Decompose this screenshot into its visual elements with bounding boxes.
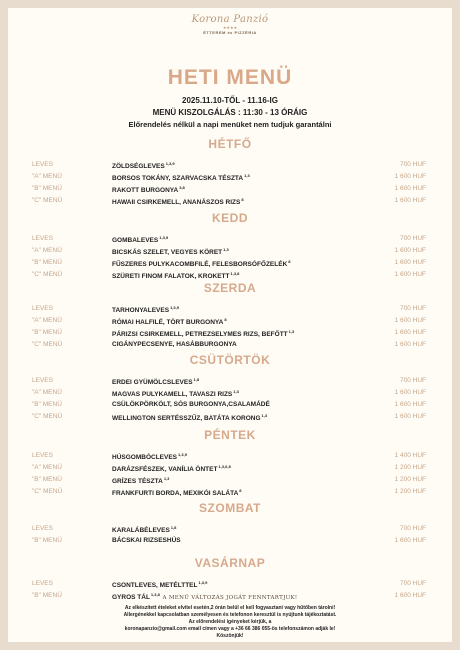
menu-dish — [112, 341, 237, 348]
menu-price: 1 600 HUF — [394, 317, 426, 324]
dish-name: RAKOTT BURGONYA — [112, 187, 179, 194]
menu-category: "B" MENÜ — [32, 592, 62, 599]
menu-price: 700 HUF — [399, 235, 426, 242]
allergen-codes: 3,8 — [179, 185, 185, 190]
menu-row — [8, 235, 452, 246]
menu-row — [8, 173, 452, 184]
menu-dish — [112, 452, 187, 461]
menu-dish — [112, 185, 185, 194]
menu-price: 1 600 HUF — [394, 592, 426, 599]
allergen-codes: 8 — [224, 317, 227, 322]
menu-price: 1 600 HUF — [394, 537, 426, 544]
menu-dish — [112, 377, 199, 386]
menu-dish — [112, 247, 229, 256]
menu-price: 1 200 HUF — [394, 476, 426, 483]
menu-dish — [112, 464, 231, 473]
footer-notes — [28, 605, 432, 640]
menu-price: 1 600 HUF — [394, 247, 426, 254]
menu-category: "C" MENÜ — [32, 271, 63, 278]
menu-price: 1 600 HUF — [394, 413, 426, 420]
page-title: HETI MENÜ — [167, 66, 293, 89]
allergen-codes: 1,3,9 — [178, 452, 187, 457]
preorder-note: Előrendelés nélkül a napi menüket nem tudjuk garantálni — [128, 120, 332, 129]
menu-dish — [112, 235, 168, 244]
menu-dish — [112, 537, 181, 544]
menu-price: 700 HUF — [399, 305, 426, 312]
menu-row — [8, 377, 452, 388]
footer-line: koronapanzio@gmail.com email címen vagy a +36 66 386 055-ös telefonszámon adják le! — [124, 626, 336, 632]
footer-line: Köszönjük! — [216, 633, 244, 639]
menu-price: 1 600 HUF — [394, 271, 426, 278]
menu-category: "C" MENÜ — [32, 197, 63, 204]
allergen-codes: 1,3,9 — [159, 235, 169, 240]
footer-line: Az elkészített ételeket elvitel esetén,2 órán belül el kell fogyasztani vagy hűtőben tárolni! — [124, 605, 336, 611]
menu-dish — [112, 389, 239, 398]
menu-row — [8, 488, 452, 499]
dish-name: HAWAII CSIRKEMELL, ANANÁSZOS RIZS — [112, 199, 241, 206]
menu-price: 1 600 HUF — [394, 389, 426, 396]
allergen-codes: 1,3 — [163, 476, 170, 481]
dish-name: PÁRIZSI CSIRKEMELL, PETREZSELYMES RIZS, BEFŐTT — [112, 331, 288, 338]
allergen-codes: 1,3,9 — [170, 305, 179, 310]
menu-row — [8, 259, 452, 270]
allergen-codes: 8 — [239, 488, 242, 493]
day-heading: PÉNTEK — [204, 428, 256, 442]
logo — [8, 14, 452, 35]
dish-name: BICSKÁS SZELET, VEGYES KÖRET — [112, 249, 223, 256]
allergen-codes: 1,8 — [193, 377, 200, 382]
allergen-codes: 1,3,8 — [150, 592, 160, 597]
menu-category: "B" MENÜ — [32, 401, 62, 408]
day-heading: HÉTFŐ — [208, 137, 252, 151]
dish-name: GRÍZES TÉSZTA — [112, 478, 163, 485]
menu-category: LEVES — [32, 525, 53, 532]
menu-price: 700 HUF — [399, 525, 426, 532]
menu-dish — [112, 173, 250, 182]
menu-dish — [112, 161, 175, 170]
logo-stars: ★★★★ — [222, 25, 238, 30]
dish-name: TARHONYALEVES — [112, 307, 170, 314]
dish-name: ZÖLDSÉGLEVES — [112, 163, 165, 170]
menu-price: 1 600 HUF — [394, 197, 426, 204]
date-range: 2025.11.10-TŐL - 11.16-IG — [182, 96, 278, 105]
menu-dish — [112, 259, 291, 268]
menu-category: LEVES — [32, 235, 53, 242]
menu-price: 1 600 HUF — [394, 401, 426, 408]
dish-name: FRANKFURTI BORDA, MEXIKÓI SALÁTA — [112, 490, 239, 497]
dish-name: CSÜLÖKPÖRKÖLT, SÓS BURGONYA,CSALAMÁDÉ — [112, 401, 270, 408]
dish-name: ERDEI GYÜMÖLCSLEVES — [112, 379, 193, 386]
dish-name: MAGVAS PULYKAMELL, TAVASZI RIZS — [112, 391, 233, 398]
menu-dish — [112, 305, 179, 314]
menu-category: "A" MENÜ — [32, 317, 62, 324]
menu-row — [8, 389, 452, 400]
allergen-codes: 1,3 — [288, 329, 295, 334]
menu-row — [8, 197, 452, 208]
menu-dish — [112, 271, 239, 280]
dish-name: WELLINGTON SERTÉSSZŰZ, BATÁTA KORONG — [112, 415, 261, 422]
menu-row — [8, 185, 452, 196]
dish-name: HÚSGOMBÓCLEVES — [112, 454, 178, 461]
dish-name: GOMBALEVES — [112, 237, 159, 244]
serving-hours: MENÜ KISZOLGÁLÁS : 11:30 - 13 ÓRÁIG — [152, 108, 308, 117]
menu-price: 700 HUF — [399, 580, 426, 587]
menu-price: 1 600 HUF — [394, 329, 426, 336]
menu-dish — [112, 329, 294, 338]
menu-category: "A" MENÜ — [32, 389, 62, 396]
menu-category: LEVES — [32, 377, 53, 384]
allergen-codes: 8 — [241, 197, 244, 202]
dish-name: BORSOS TOKÁNY, SZARVACSKA TÉSZTA — [112, 175, 244, 182]
menu-dish — [112, 580, 207, 589]
menu-category: "B" MENÜ — [32, 537, 62, 544]
dish-name: FŰSZERES PULYKACOMBFILÉ, FELESBORSÓFŐZELÉK — [112, 261, 288, 268]
menu-dish — [112, 525, 176, 534]
menu-row — [8, 401, 452, 412]
menu-category: LEVES — [32, 452, 53, 459]
menu-price: 1 600 HUF — [394, 173, 426, 180]
menu-row — [8, 305, 452, 316]
menu-row — [8, 317, 452, 328]
menu-dish — [112, 488, 242, 497]
menu-price: 1 600 HUF — [394, 341, 426, 348]
dish-name: DARÁZSFÉSZEK, VANÍLIA ÖNTET — [112, 466, 218, 473]
menu-dish — [112, 401, 270, 408]
allergen-codes: 1,3 — [244, 173, 250, 178]
menu-category: "B" MENÜ — [32, 259, 62, 266]
menu-price: 700 HUF — [399, 377, 426, 384]
day-heading: SZOMBAT — [199, 501, 261, 515]
menu-row — [8, 161, 452, 172]
menu-dish — [112, 476, 169, 485]
allergen-codes: 8 — [288, 259, 291, 264]
menu-row — [8, 537, 452, 548]
allergen-codes: 1,3,6,8 — [218, 464, 231, 469]
menu-price: 1 600 HUF — [394, 259, 426, 266]
menu-row — [8, 452, 452, 463]
menu-page — [8, 8, 452, 642]
menu-row — [8, 413, 452, 424]
allergen-codes: 1,3 — [223, 247, 229, 252]
menu-row — [8, 464, 452, 475]
day-heading: SZERDA — [203, 281, 257, 295]
footer-heading: A MENÜ VÁLTOZÁS JOGÁT FENNTARTJUK! — [162, 595, 298, 601]
dish-name: CIGÁNYPECSENYE, HASÁBBURGONYA — [112, 341, 237, 348]
menu-price: 1 200 HUF — [394, 464, 426, 471]
menu-row — [8, 247, 452, 258]
menu-category: "B" MENÜ — [32, 329, 62, 336]
dish-name: RÓMAI HALFILÉ, TÖRT BURGONYA — [112, 319, 224, 326]
allergen-codes: 1,8 — [170, 525, 177, 530]
dish-name: GYROS TÁL — [112, 594, 150, 601]
menu-category: LEVES — [32, 305, 53, 312]
menu-category: "A" MENÜ — [32, 247, 62, 254]
menu-price: 1 200 HUF — [394, 488, 426, 495]
menu-category: "C" MENÜ — [32, 341, 63, 348]
day-heading: CSÜTÖRTÖK — [189, 353, 271, 367]
menu-category: LEVES — [32, 580, 53, 587]
menu-category: LEVES — [32, 161, 53, 168]
allergen-codes: 1,3 — [261, 413, 268, 418]
menu-row — [8, 525, 452, 536]
dish-name: SZÜRETI FINOM FALATOK, KROKETT — [112, 273, 230, 280]
dish-name: CSONTLEVES, METÉLTTEL — [112, 582, 198, 589]
footer-line: Allergénekkel kapcsolatban személyesen és telefonon keresztül is nyújtunk tájékoztatást. — [123, 612, 337, 618]
menu-category: "B" MENÜ — [32, 185, 62, 192]
menu-category: "B" MENÜ — [32, 476, 62, 483]
menu-price: 1 400 HUF — [394, 452, 426, 459]
allergen-codes: 1,3,9 — [165, 161, 175, 166]
menu-category: "C" MENÜ — [32, 488, 63, 495]
day-heading: VASÁRNAP — [194, 556, 266, 570]
allergen-codes: 1,3,8 — [230, 271, 240, 276]
dish-name: KARALÁBÉLEVES — [112, 527, 170, 534]
menu-row — [8, 476, 452, 487]
menu-dish — [112, 197, 244, 206]
logo-subtitle: ÉTTEREM és PIZZÉRIA — [203, 30, 257, 35]
menu-category: "C" MENÜ — [32, 413, 63, 420]
menu-category: "A" MENÜ — [32, 173, 62, 180]
allergen-codes: 1,3 — [233, 389, 239, 394]
menu-dish — [112, 317, 227, 326]
logo-name: Korona Panzió — [191, 14, 269, 25]
menu-price: 700 HUF — [399, 161, 426, 168]
dish-name: BÁCSKAI RIZSESHÚS — [112, 537, 181, 544]
menu-row — [8, 341, 452, 352]
day-heading: KEDD — [211, 211, 248, 225]
menu-row — [8, 329, 452, 340]
menu-price: 1 600 HUF — [394, 185, 426, 192]
menu-category: "A" MENÜ — [32, 464, 62, 471]
menu-dish — [112, 413, 267, 422]
allergen-codes: 1,3,9 — [198, 580, 208, 585]
menu-row — [8, 580, 452, 591]
footer-line: Az előrendelési igényeket kérjük, a — [188, 619, 272, 625]
